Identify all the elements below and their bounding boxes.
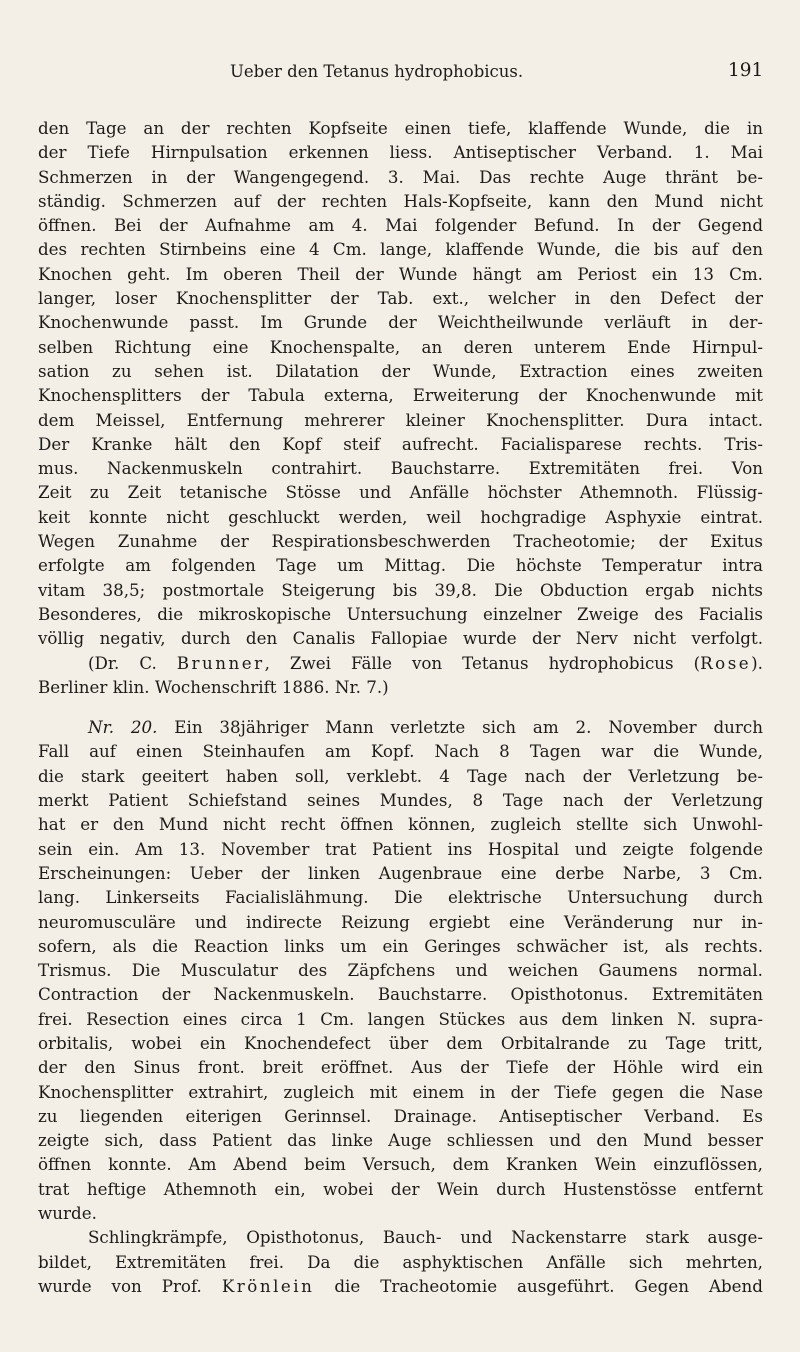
text-line: sofern, als die Reaction links um ein Geringes schwächer ist, als rechts. <box>38 935 763 956</box>
text-line: selben Richtung eine Knochenspalte, an deren unterem Ende Hirnpul- <box>38 336 763 357</box>
text-line: lang. Linkerseits Facialislähmung. Die elektrische Untersuchung durch <box>38 887 763 908</box>
citation-text: (Dr. C. <box>88 652 177 673</box>
text-line: Fall auf einen Steinhaufen am Kopf. Nach 8 Tagen war die Wunde, <box>38 741 763 762</box>
text-line: sein ein. Am 13. November trat Patient ins Hospital und zeigte folgende <box>38 838 763 859</box>
running-header <box>0 62 800 88</box>
text-line: Contraction der Nackenmuskeln. Bauchstarre. Opisthotonus. Extremitäten <box>38 984 763 1005</box>
text-line: dem Meissel, Entfernung mehrerer kleiner Knochensplitter. Dura intact. <box>38 409 763 430</box>
text-line: wurde. <box>38 1203 97 1224</box>
author-name: Krönlein <box>221 1275 315 1296</box>
text-line: vitam 38,5; postmortale Steigerung bis 39,8. Die Obduction ergab nichts <box>38 579 763 600</box>
text-line: sation zu sehen ist. Dilatation der Wunde, Extraction eines zweiten <box>38 360 763 381</box>
text-fragment: wurde von Prof. <box>38 1275 222 1296</box>
text-line: Knochensplitter extrahirt, zugleich mit einem in der Tiefe gegen die Nase <box>38 1081 763 1102</box>
text-line: Trismus. Die Musculatur des Zäpfchens und weichen Gaumens normal. <box>38 960 763 981</box>
text-line: keit konnte nicht geschluckt werden, weil hochgradige Asphyxie eintrat. <box>38 506 763 527</box>
text-line: Knochen geht. Im oberen Theil der Wunde hängt am Periost ein 13 Cm. <box>38 263 763 284</box>
text-line: die stark geeitert haben soll, verklebt. 4 Tage nach der Verletzung be- <box>38 765 763 786</box>
text-line: zu liegenden eiterigen Gerinnsel. Drainage. Antiseptischer Verband. Es <box>38 1105 763 1126</box>
citation-text: ). <box>751 652 763 673</box>
text-line: Zeit zu Zeit tetanische Stösse und Anfälle höchster Athemnoth. Flüssig- <box>38 482 763 503</box>
text-line: mus. Nackenmuskeln contrahirt. Bauchstarre. Extremitäten frei. Von <box>38 458 763 479</box>
text-line: völlig negativ, durch den Canalis Fallopiae wurde der Nerv nicht verfolgt. <box>38 628 763 649</box>
text-line: ständig. Schmerzen auf der rechten Hals-Kopfseite, kann den Mund nicht <box>38 190 763 211</box>
text-line: des rechten Stirnbeins eine 4 Cm. lange, klaffende Wunde, die bis auf den <box>38 239 763 260</box>
text-line: bildet, Extremitäten frei. Da die asphyktischen Anfälle sich mehrten, <box>38 1251 763 1272</box>
text-line <box>38 1274 763 1298</box>
text-line: zeigte sich, dass Patient das linke Auge schliessen und den Mund besser <box>38 1130 763 1151</box>
citation-line <box>38 651 763 675</box>
text-line: Wegen Zunahme der Respirationsbeschwerden Tracheotomie; der Exitus <box>38 531 763 552</box>
text-line: neuromusculäre und indirecte Reizung ergiebt eine Veränderung nur in- <box>38 911 763 932</box>
text-fragment: die Tracheotomie ausgeführt. Gegen Abend <box>314 1275 763 1296</box>
text-line: hat er den Mund nicht recht öffnen können, zugleich stellte sich Unwohl- <box>38 814 763 835</box>
text-line: erfolgte am folgenden Tage um Mittag. Die höchste Temperatur intra <box>38 555 763 576</box>
text-line: öffnen konnte. Am Abend beim Versuch, dem Kranken Wein einzuflössen, <box>38 1154 763 1175</box>
citation-text: , Zwei Fälle von Tetanus hydrophobicus ( <box>264 652 701 673</box>
text-body <box>38 116 763 1298</box>
text-line: merkt Patient Schiefstand seines Mundes, 8 Tage nach der Verletzung <box>38 790 763 811</box>
text-line: Erscheinungen: Ueber der linken Augenbraue eine derbe Narbe, 3 Cm. <box>38 862 763 883</box>
text-line: der Tiefe Hirnpulsation erkennen liess. Antiseptischer Verband. 1. Mai <box>38 142 763 163</box>
text-line: öffnen. Bei der Aufnahme am 4. Mai folgender Befund. In der Gegend <box>38 215 763 236</box>
page-number: 191 <box>728 60 764 81</box>
case-heading-line <box>38 715 763 739</box>
text-line: frei. Resection eines circa 1 Cm. langen Stückes aus dem linken N. supra- <box>38 1008 763 1029</box>
author-name: Rose <box>700 652 752 673</box>
text-line: Knochenwunde passt. Im Grunde der Weichtheilwunde verläuft in der- <box>38 312 763 333</box>
case-label: Nr. 20. <box>88 717 158 738</box>
text-line: Der Kranke hält den Kopf steif aufrecht. Facialisparese rechts. Tris- <box>38 433 763 454</box>
citation-line: Berliner klin. Wochenschrift 1886. Nr. 7.) <box>38 676 389 697</box>
text-line: orbitalis, wobei ein Knochendefect über dem Orbitalrande zu Tage tritt, <box>38 1032 763 1053</box>
text-line: trat heftige Athemnoth ein, wobei der Wein durch Hustenstösse entfernt <box>38 1178 763 1199</box>
text-line: Knochensplitters der Tabula externa, Erweiterung der Knochenwunde mit <box>38 385 763 406</box>
author-name: Brunner <box>176 652 265 673</box>
text-line: langer, loser Knochensplitter der Tab. ext., welcher in den Defect der <box>38 288 763 309</box>
text-fragment: Ein 38jähriger Mann verletzte sich am 2. November durch <box>157 717 763 738</box>
text-line: den Tage an der rechten Kopfseite einen tiefe, klaffende Wunde, die in <box>38 118 763 138</box>
text-line: Schlingkrämpfe, Opisthotonus, Bauch- und Nackenstarre stark ausge- <box>88 1227 763 1248</box>
paragraph-gap <box>38 699 763 715</box>
text-line: Besonderes, die mikroskopische Untersuchung einzelner Zweige des Facialis <box>38 603 763 624</box>
text-line: der den Sinus front. breit eröffnet. Aus der Tiefe der Höhle wird ein <box>38 1057 763 1078</box>
running-title: Ueber den Tetanus hydrophobicus. <box>230 62 524 81</box>
text-line: Schmerzen in der Wangengegend. 3. Mai. Das rechte Auge thränt be- <box>38 166 763 187</box>
